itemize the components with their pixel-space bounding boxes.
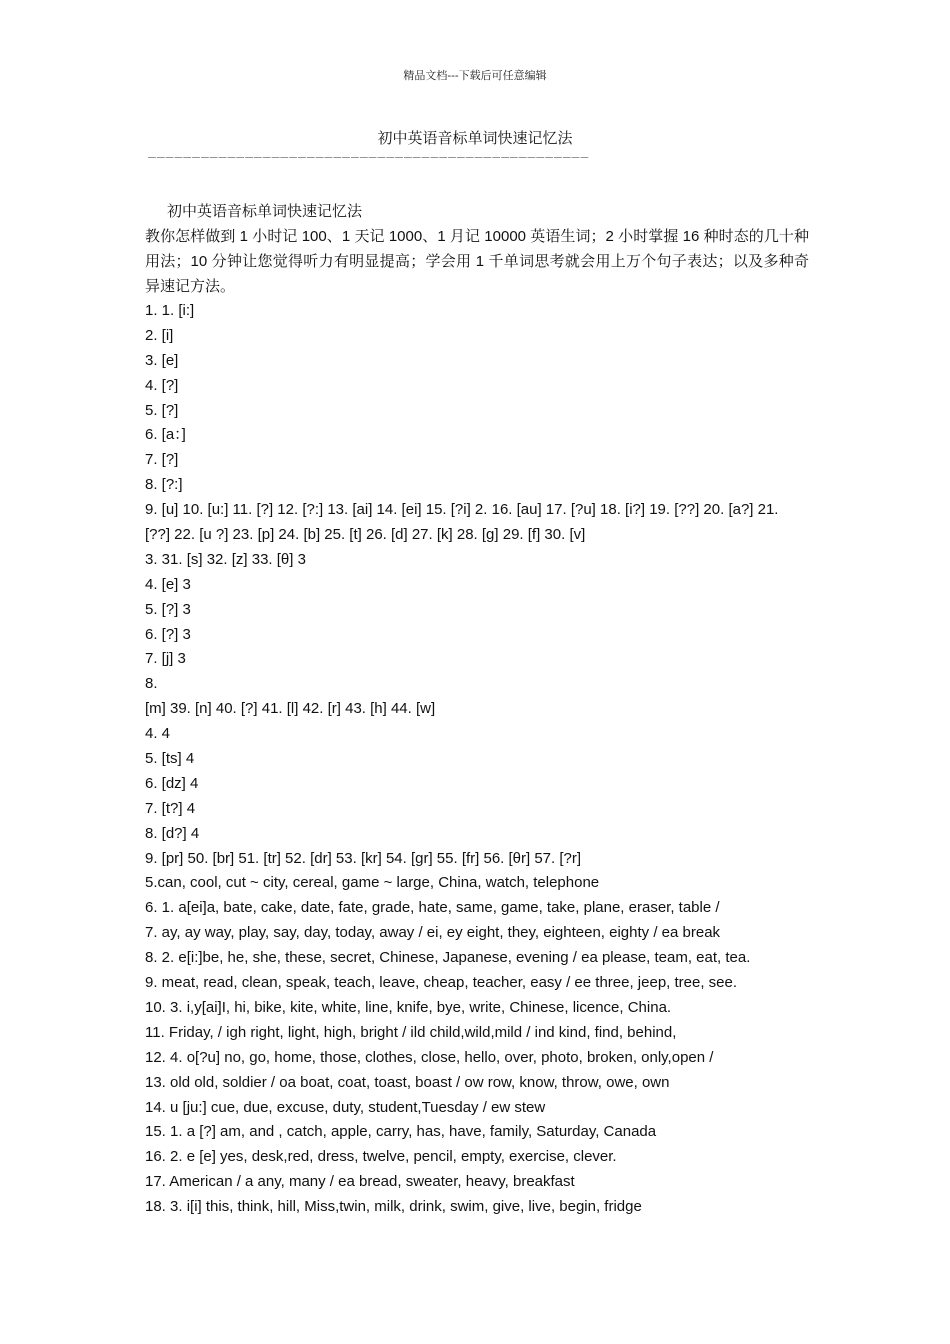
list-line: 6. 1. a[ei]a, bate, cake, date, fate, grade, hate, same, game, take, plane, eraser, table / [145,899,720,917]
list-line: 17. American / a any, many / ea bread, sweater, heavy, breakfast [145,1173,575,1191]
page-header: 精品文档---下载后可任意编辑 [403,69,547,82]
list-line: 5. [?] 3 [145,600,191,618]
list-line: 8. [145,675,158,693]
list-line: 8. [?:] [145,476,183,494]
list-line: 6. [a：] [145,426,186,444]
list-line: 5. [ts] 4 [145,750,195,768]
document-title: 初中英语音标单词快速记忆法 [377,129,573,147]
list-line: 7. [t?] 4 [145,799,196,817]
list-line: 3. 31. [s] 32. [z] 33. [θ] 3 [145,550,306,568]
list-line: 7. [?] [145,451,179,469]
list-line: 15. 1. a [?] am, and , catch, apple, carry, has, have, family, Saturday, Canada [145,1123,657,1141]
list-line: 2. [i] [145,326,174,344]
list-line: 6. [?] 3 [145,625,191,643]
list-line: 8. [d?] 4 [145,824,200,842]
list-line: 9. meat, read, clean, speak, teach, leave, cheap, teacher, easy / ee three, jeep, tree, see. [145,974,738,992]
list-line: 9. [u] 10. [u:] 11. [?] 12. [?:] 13. [ai] 14. [ei] 15. [?i] 2. 16. [au] 17. [?u] 18. [i?] 19. [??] 20. [a?] 21. [145,501,779,519]
list-line: 1. 1. [i:] [145,302,195,319]
phonetic-list [145,299,809,1220]
list-line: 6. [dz] 4 [145,774,199,792]
list-line: 4. [?] [145,376,179,394]
list-line: 12. 4. o[?u] no, go, home, those, clothes, close, hello, over, photo, broken, only,open / [145,1048,714,1066]
list-line: 11. Friday, / igh right, light, high, bright / ild child,wild,mild / ind kind, find, behind, [145,1023,677,1041]
list-line: 7. ay, ay way, play, say, day, today, away / ei, ey eight, they, eighteen, eighty / ea break [145,924,721,942]
list-line: 4. [e] 3 [145,575,191,593]
list-line: 9. [pr] 50. [br] 51. [tr] 52. [dr] 53. [kr] 54. [gr] 55. [fr] 56. [θr] 57. [?r] [145,849,582,867]
list-line: [??] 22. [u ?] 23. [p] 24. [b] 25. [t] 26. [d] 27. [k] 28. [g] 29. [f] 30. [v] [145,526,586,544]
list-line: 18. 3. i[i] this, think, hill, Miss,twin, milk, drink, swim, give, live, begin, fridge [145,1198,642,1216]
document-body [145,199,809,1220]
list-line: 14. u [ju:] cue, due, excuse, duty, student,Tuesday / ew stew [145,1098,546,1116]
list-line: 8. 2. e[i:]be, he, she, these, secret, Chinese, Japanese, evening / ea please, team, eat, tea. [145,949,751,967]
list-line: [m] 39. [n] 40. [?] 41. [l] 42. [r] 43. [h] 44. [w] [145,700,436,718]
list-line: 7. [j] 3 [145,650,186,668]
list-line: 10. 3. i,y[ai]I, hi, bike, kite, white, line, knife, bye, write, Chinese, licence, China. [145,998,672,1016]
intro-heading: 初中英语音标单词快速记忆法 [167,202,363,220]
title-underline-rule: —————————————————————————————————————————————————— [148,150,590,165]
list-line: 5. [?] [145,401,179,419]
list-line: 3. [e] [145,351,179,369]
list-line: 16. 2. e [e] yes, desk,red, dress, twelve, pencil, empty, exercise, clever. [145,1148,617,1166]
list-line: 13. old old, soldier / oa boat, coat, toast, boast / ow row, know, throw, owe, own [145,1073,670,1091]
intro-paragraph: 教你怎样做到 1 小时记 100、1 天记 1000、1 月记 10000 英语生词；2 小时掌握 16 种时态的几十种用法；10 分钟让您觉得听力有明显提高；学会用 1 千单词思考就会用上万个句子表达；以及多种奇异速记方法。 [145,228,809,295]
list-line: 4. 4 [145,725,171,743]
list-line: 5.can, cool, cut ~ city, cereal, game ~ large, China, watch, telephone [145,874,600,892]
